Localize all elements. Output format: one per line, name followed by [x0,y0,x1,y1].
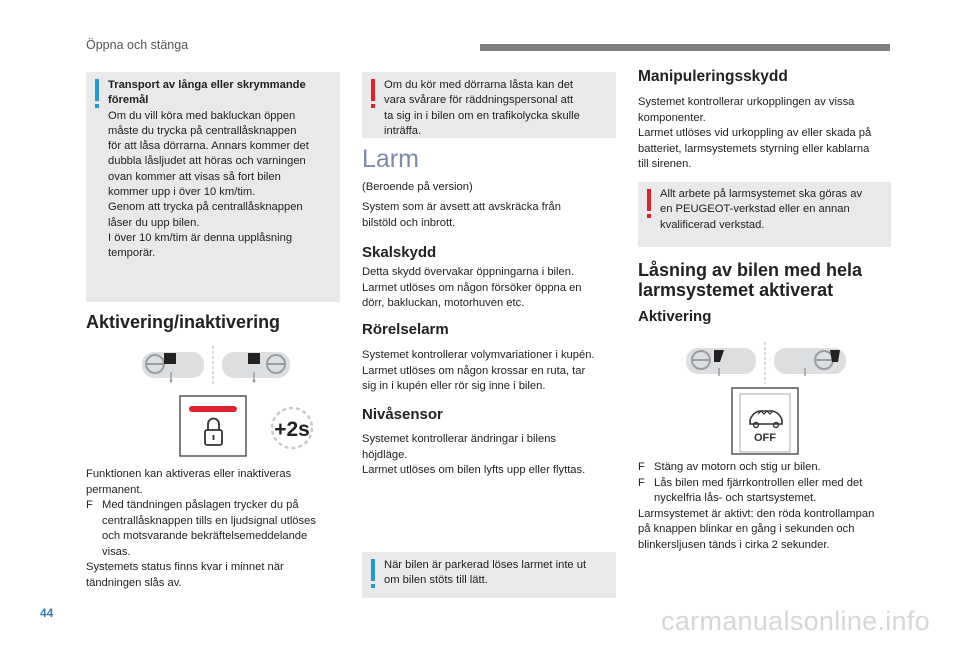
warning-line: en PEUGEOT-verkstad eller en annan [660,203,850,216]
transport-line: för att låsa dörrarna. Annars kommer det [108,140,309,153]
warning-icon [647,189,651,211]
skalskydd-line: Larmet utlöses om någon försöker öppna en [362,281,582,294]
full-alarm-heading-line: larmsystemet aktiverat [638,280,834,300]
activation-intro-line: Funktionen kan aktiveras eller inaktiveras [86,468,292,480]
left-hand-drive-icon [686,348,756,376]
warning-line: inträffa. [384,124,422,137]
warning-line: Allt arbete på larmsystemet ska göras av [660,188,863,200]
alarm-activation-steps [638,460,900,553]
tamper-heading: Manipuleringsskydd [638,68,788,85]
transport-line: måste du trycka på centrallåsknappen [108,124,297,137]
transport-title: Transport av långa eller skrymmande föremål [108,79,306,107]
bullet-marker: F [638,476,645,489]
workshop-warning-box [638,182,891,247]
bullet-marker: F [86,499,93,511]
tamper-line: Systemet kontrollerar urkopplingen av vissa [638,96,855,108]
alarm-off-button-figure [684,340,854,458]
rorelselarm-line: Systemet kontrollerar volymvariationer i kupén. [362,349,595,361]
activation-outro-line: Systemets status finns kvar i minnet när [86,561,284,573]
bullet-line: och motsvarande bekräftelsemeddelande [102,530,308,542]
alarm-outro-line: på knappen blinkar en gång i sekunden och [638,523,855,535]
bullet-marker: F [638,461,645,473]
skalskydd-line: Detta skydd övervakar öppningarna i bilen. [362,266,575,278]
alarm-intro-line: System som är avsett att avskräcka från [362,201,561,213]
page-number: 44 [40,606,54,620]
version-note: (Beroende på version) [362,181,473,193]
central-lock-button-icon [180,396,246,456]
skalskydd-line: dörr, bakluckan, motorhuven etc. [362,297,525,309]
transport-line: ovan kommer att visas så fort bilen [108,170,281,183]
bullet-line: visas. [102,545,131,558]
activation-heading: Aktivering/inaktivering [86,312,281,332]
rorelselarm-line: Larmet utlöses om någon krossar en ruta, tar [362,364,586,377]
nivasensor-line: Larmet utlöses om bilen lyfts upp eller flyttas. [362,464,586,476]
warning-line: vara svårare för räddningspersonal att [384,94,574,107]
activation-outro-line: tändningen slås av. [86,576,182,589]
warning-line: kvalificerad verkstad. [660,218,765,231]
left-hand-drive-icon [142,352,204,383]
right-hand-drive-icon [222,352,290,383]
activation-intro-line: permanent. [86,483,143,496]
info-line: om bilen stöts till lätt. [384,574,488,587]
parked-info-box [362,552,616,598]
right-hand-drive-icon [774,348,846,376]
bullet-line: nyckelfria lås- och startsystemet. [654,492,817,504]
bullet-line: Stäng av motorn och stig ur bilen. [654,461,821,473]
running-header: Öppna och stänga [86,38,189,52]
bullet-line: centrallåsknappen tills en ljudsignal utlöses [102,514,316,527]
info-line: När bilen är parkerad löses larmet inte ut [384,559,587,571]
warning-line: ta sig in i bilen om en trafikolycka skulle [384,109,580,122]
nivasensor-heading: Nivåsensor [362,406,443,423]
alarm-intro-line: bilstöld och inbrott. [362,216,456,229]
transport-info-box [86,72,340,302]
warning-line: Om du kör med dörrarna låsta kan det [384,79,574,91]
transport-line: Genom att trycka på centrallåsknappen [108,201,303,214]
tamper-line: Larmet utlöses vid urkoppling av eller skada på [638,127,872,139]
transport-line: temporär. [108,247,156,260]
locked-doors-warning-box [362,72,616,138]
activation-subheading: Aktivering [638,308,712,325]
step-bullet [638,476,900,507]
rorelselarm-line: sig in i kupén eller rör sig inne i bilen. [362,380,546,392]
timer-2s-icon [272,408,312,448]
tamper-line: komponenter. [638,111,706,124]
nivasensor-line: Systemet kontrollerar ändringar i bilens [362,433,557,445]
transport-line: dubbla låsljudet att höras och varningen [108,155,306,168]
nivasensor-line: höjdläge. [362,448,408,461]
info-icon [95,79,99,101]
tamper-line: till sirenen. [638,158,692,170]
alarm-heading: Larm [362,145,419,173]
alarm-intro [362,200,616,231]
alarm-outro-line: blinkersljusen tänds i cirka 2 sekunder. [638,538,830,551]
transport-line: Om du vill köra med bakluckan öppen [108,109,296,122]
watermark: carmanualsonline.info [661,606,930,636]
transport-line: låser du upp bilen. [108,216,200,229]
tamper-line: batteriet, larmsystemets styrning eller kablarna [638,142,870,155]
off-label: OFF [754,432,776,444]
header-bar [480,44,890,51]
rorelselarm-heading: Rörelselarm [362,321,449,338]
activation-bullet [86,498,346,560]
step-bullet [638,460,900,476]
lock-button-figure [136,342,326,460]
timer-label: +2s [274,418,310,441]
full-alarm-heading-line: Låsning av bilen med hela [638,260,863,280]
bullet-line: Med tändningen påslagen trycker du på [102,499,299,511]
skalskydd-text [362,265,622,312]
skalskydd-heading: Skalskydd [362,244,437,261]
alarm-button-icon [732,388,798,454]
tamper-text [638,95,894,173]
info-icon [371,559,375,581]
alarm-outro-line: Larmsystemet är aktivt: den röda kontrollampan [638,507,875,520]
bullet-line: Lås bilen med fjärrkontrollen eller med det [654,476,863,489]
warning-icon [371,79,375,101]
transport-line: I över 10 km/tim är denna upplåsning [108,231,293,244]
transport-line: kommer upp i över 10 km/tim. [108,186,256,199]
nivasensor-text [362,432,624,479]
rorelselarm-text [362,348,624,395]
full-alarm-heading [638,260,862,300]
activation-text [86,467,346,591]
